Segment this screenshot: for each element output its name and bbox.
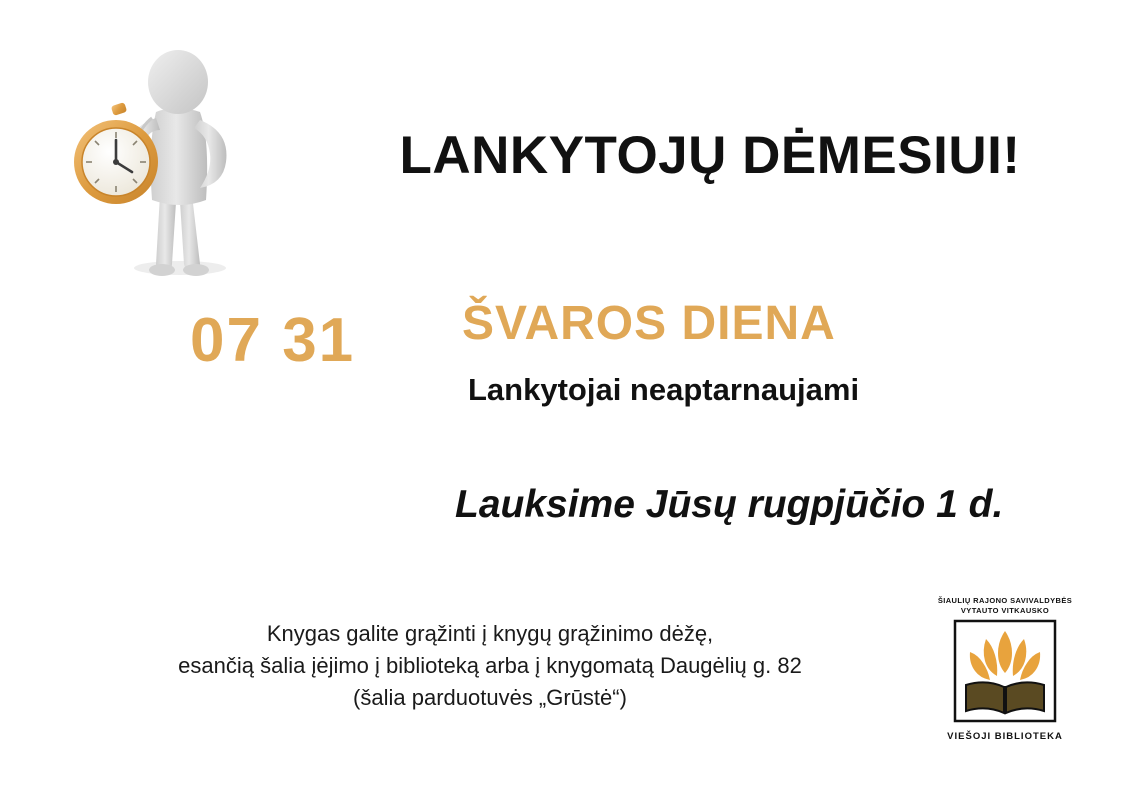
- return-instructions-line-1: Knygas galite grąžinti į knygų grąžinimo dėžę,: [266, 621, 714, 646]
- mascot-illustration: [60, 20, 310, 280]
- logo-top-line-2: VYTAUTO VITKAUSKO: [960, 606, 1050, 616]
- return-instructions: [60, 618, 920, 714]
- reopening-note: Lauksime Jūsų rugpjūčio 1 d.: [455, 483, 1004, 526]
- open-book-with-wheat-icon: [946, 619, 1064, 727]
- event-subtitle: Lankytojai neaptarnaujami: [468, 372, 860, 407]
- return-instructions-line-3: (šalia parduotuvės „Grūstė“): [353, 684, 627, 710]
- return-instructions-line-2: esančią šalia įėjimo į biblioteką arba į knygomatą Daugėlių g. 82: [178, 652, 802, 678]
- logo-top-line-1: ŠIAULIŲ RAJONO SAVIVALDYBĖS: [937, 596, 1073, 605]
- mascot-svg: [60, 20, 310, 280]
- logo-bottom-text: VIEŠOJI BIBLIOTEKA: [947, 731, 1063, 743]
- library-logo: [930, 596, 1080, 756]
- page-title: LANKYTOJŲ DĖMESIUI!: [399, 126, 1021, 185]
- event-title: ŠVAROS DIENA: [462, 297, 836, 350]
- stopwatch-icon: [74, 102, 158, 204]
- event-date: 07 31: [190, 306, 356, 375]
